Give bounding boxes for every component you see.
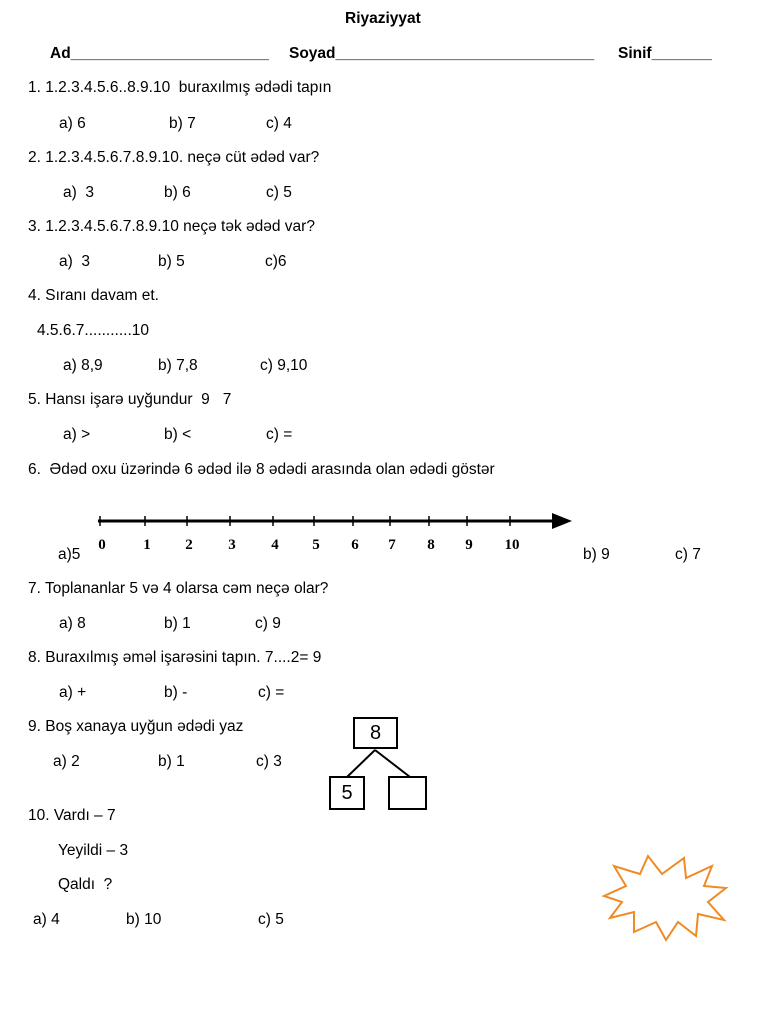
q5-option-b[interactable]: b) < xyxy=(164,426,192,443)
q3-option-b[interactable]: b) 5 xyxy=(158,253,185,270)
q10-option-c[interactable]: c) 5 xyxy=(258,911,284,928)
q4-option-b[interactable]: b) 7,8 xyxy=(158,357,198,374)
number-line-label: 2 xyxy=(185,537,193,553)
q2-option-b[interactable]: b) 6 xyxy=(164,184,191,201)
number-line-label: 8 xyxy=(427,537,435,553)
tree-answer-box[interactable] xyxy=(388,776,427,810)
q10-option-a[interactable]: a) 4 xyxy=(33,911,60,928)
q4-option-a[interactable]: a) 8,9 xyxy=(63,357,103,374)
class-field[interactable]: Sinif_______ xyxy=(618,45,712,62)
number-line xyxy=(90,507,580,557)
question-10: 10. Vardı – 7 xyxy=(28,807,116,824)
q6-option-a[interactable]: a)5 xyxy=(58,546,81,563)
number-line-label: 3 xyxy=(228,537,236,553)
surname-field[interactable]: Soyad______________________________ xyxy=(289,45,595,62)
q6-option-b[interactable]: b) 9 xyxy=(583,546,610,563)
q6-option-c[interactable]: c) 7 xyxy=(675,546,701,563)
q5-option-c[interactable]: c) = xyxy=(266,426,293,443)
tree-left-box: 5 xyxy=(329,776,365,810)
sequence: 4.5.6.7...........10 xyxy=(37,322,150,339)
starburst-icon xyxy=(600,852,730,942)
q3-option-a[interactable]: a) 3 xyxy=(59,253,91,270)
question-3: 3. 1.2.3.4.5.6.7.8.9.10 neçə tək ədəd var? xyxy=(28,218,315,235)
question-7: 7. Toplananlar 5 və 4 olarsa cəm neçə olar? xyxy=(28,580,329,597)
question-2: 2. 1.2.3.4.5.6.7.8.9.10. neçə cüt ədəd var? xyxy=(28,149,320,166)
tree-top-box: 8 xyxy=(353,717,398,749)
q10-eaten: Yeyildi – 3 xyxy=(58,842,129,859)
q10-option-b[interactable]: b) 10 xyxy=(126,911,162,928)
number-line-label: 7 xyxy=(388,537,396,553)
number-line-label: 5 xyxy=(312,537,320,553)
q8-option-a[interactable]: a) + xyxy=(59,684,87,701)
q1-option-c[interactable]: c) 4 xyxy=(266,115,292,132)
number-line-label: 0 xyxy=(98,537,106,553)
number-line-label: 4 xyxy=(271,537,279,553)
question-5: 5. Hansı işarə uyğundur 9 7 xyxy=(28,391,232,408)
question-9: 9. Boş xanaya uyğun ədədi yaz xyxy=(28,718,244,735)
q5-option-a[interactable]: a) > xyxy=(63,426,91,443)
q3-option-c[interactable]: c)6 xyxy=(265,253,287,270)
q2-option-a[interactable]: a) 3 xyxy=(63,184,95,201)
q9-option-c[interactable]: c) 3 xyxy=(256,753,282,770)
name-field[interactable]: Ad_______________________ xyxy=(50,45,269,62)
q9-option-b[interactable]: b) 1 xyxy=(158,753,185,770)
question-4: 4. Sıranı davam et. xyxy=(28,287,159,304)
question-6: 6. Ədəd oxu üzərində 6 ədəd ilə 8 ədədi arasında olan ədədi göstər xyxy=(28,461,495,478)
q1-option-b[interactable]: b) 7 xyxy=(169,115,196,132)
q7-option-c[interactable]: c) 9 xyxy=(255,615,281,632)
q10-remaining: Qaldı ? xyxy=(58,876,113,893)
arrow-head-icon xyxy=(552,513,572,529)
page-title: Riyaziyyat xyxy=(345,10,421,27)
q9-option-a[interactable]: a) 2 xyxy=(53,753,80,770)
number-line-label: 10 xyxy=(504,537,520,553)
number-line-label: 6 xyxy=(351,537,359,553)
number-line-label: 1 xyxy=(143,537,151,553)
q7-option-b[interactable]: b) 1 xyxy=(164,615,191,632)
question-8: 8. Buraxılmış əməl işarəsini tapın. 7....2= 9 xyxy=(28,649,322,666)
question-1: 1. 1.2.3.4.5.6..8.9.10 buraxılmış ədədi tapın xyxy=(28,79,332,96)
q1-option-a[interactable]: a) 6 xyxy=(59,115,86,132)
q2-option-c[interactable]: c) 5 xyxy=(266,184,292,201)
q8-option-c[interactable]: c) = xyxy=(258,684,285,701)
q8-option-b[interactable]: b) - xyxy=(164,684,188,701)
q4-option-c[interactable]: c) 9,10 xyxy=(260,357,308,374)
number-line-label: 9 xyxy=(465,537,473,553)
q7-option-a[interactable]: a) 8 xyxy=(59,615,86,632)
